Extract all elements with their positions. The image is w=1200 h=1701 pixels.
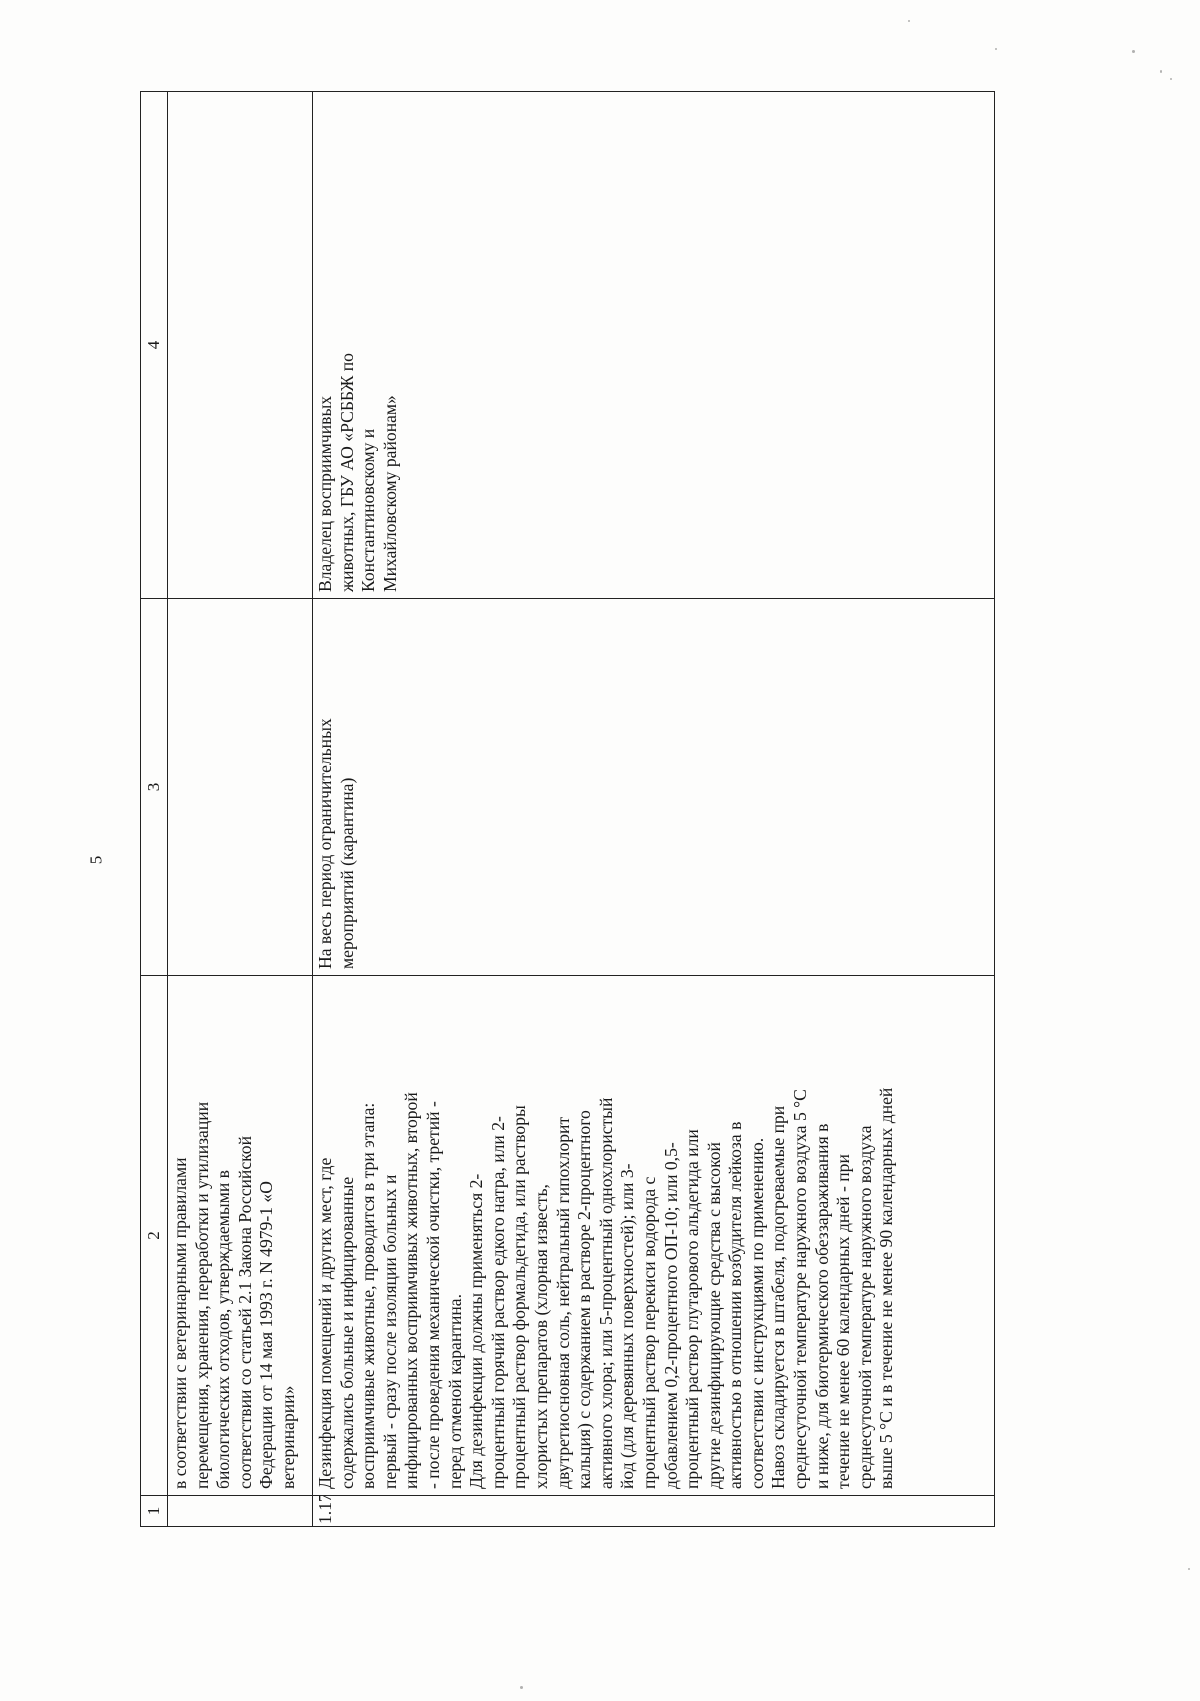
scan-speck <box>1188 1568 1190 1570</box>
measure-line: другие дезинфицирующие средства с высокой <box>703 1142 724 1489</box>
measure-line: йод (для деревянных поверхностей); или 3- <box>617 1163 638 1489</box>
measure-line: инфицированных восприимчивых животных, второй <box>401 1092 422 1489</box>
measure-line: ветеринарии» <box>277 1385 298 1489</box>
header-col-4: 4 <box>141 92 168 599</box>
term-cell <box>168 599 313 976</box>
header-col-3: 3 <box>141 599 168 976</box>
scan-speck <box>995 48 997 50</box>
responsible-line: Владелец восприимчивых <box>315 395 335 592</box>
scan-speck <box>1170 78 1172 80</box>
page-number: 5 <box>86 855 106 865</box>
scan-speck <box>1160 70 1162 73</box>
scan-speck <box>1132 50 1135 53</box>
measure-line: перемещения, хранения, переработки и утилизации <box>191 1101 212 1489</box>
measure-line: соответствии со статьей 2.1 Закона Российской <box>234 1135 255 1489</box>
measure-line: хлористых препаратов (хлорная известь, <box>530 1184 551 1489</box>
measure-line: процентный раствор глутарового альдегида или <box>682 1129 703 1489</box>
measure-line: выше 5 °С и в течение не менее 90 календарных дней <box>876 1087 897 1489</box>
measure-line: среднесуточной температуре наружного воздуха <box>854 1125 875 1489</box>
table-header-row <box>141 92 168 1527</box>
measure-line: двутретиосновная соль, нейтральный гипохлорит <box>552 1116 573 1489</box>
term-line: мероприятий (карантина) <box>336 777 357 969</box>
responsible-cell <box>313 92 995 599</box>
header-col-2: 2 <box>141 976 168 1496</box>
measure-line: - после проведения механической очистки, третий - <box>422 1101 443 1489</box>
measure-line: в соответствии с ветеринарными правилами <box>170 1157 190 1489</box>
scan-speck <box>908 20 910 22</box>
responsible-line: Константиновскому и <box>358 428 379 592</box>
measure-line: активного хлора; или 5-процентный однохлористый <box>595 1097 616 1489</box>
measure-line: среднесуточной температуре наружного воздуха 5 °С <box>790 1089 811 1489</box>
measure-line: добавлением 0,2-процентного ОП-10; или 0,5- <box>660 1142 681 1489</box>
measure-line: соответствии с инструкциями по применению. <box>746 1137 767 1489</box>
rotated-document <box>140 92 995 1527</box>
row-number <box>168 1496 313 1527</box>
term-line: На весь период ограничительных <box>315 718 335 969</box>
measure-cell <box>168 976 313 1496</box>
term-cell <box>313 599 995 976</box>
measure-line: процентный раствор формальдегида, или растворы <box>509 1105 530 1489</box>
header-col-1: 1 <box>141 1496 168 1527</box>
measures-table <box>140 91 995 1527</box>
measure-line: и ниже, для биотермического обеззараживания в <box>811 1123 832 1489</box>
measure-line: первый - сразу после изоляции больных и <box>379 1174 400 1489</box>
measure-line: Дезинфекция помещений и других мест, где <box>315 1157 335 1489</box>
measure-line: Для дезинфекции должны применяться 2- <box>466 1173 487 1489</box>
measure-line: активностью в отношении возбудителя лейкоза в <box>725 1121 746 1489</box>
table-row-1-17 <box>313 92 995 1527</box>
responsible-cell <box>168 92 313 599</box>
measure-line: Навоз складируется в штабеля, подогреваемые при <box>768 1105 789 1489</box>
measure-line: течение не менее 60 календарных дней - при <box>833 1154 854 1489</box>
measure-line: Федерации от 14 мая 1993 г. N 4979-1 «О <box>256 1181 277 1489</box>
measure-line: восприимчивые животные, проводится в три этапа: <box>358 1102 379 1489</box>
responsible-line: животных, ГБУ АО «РСББЖ по <box>336 353 357 592</box>
responsible-line: Михайловскому районам» <box>379 395 400 592</box>
table-row-continuation <box>168 92 313 1527</box>
measure-line: кальция) с содержанием в растворе 2-процентного <box>574 1110 595 1489</box>
scan-speck <box>520 1686 523 1689</box>
measure-line: содержались больные и инфицированные <box>336 1176 357 1489</box>
measure-line: биологических отходов, утверждаемыми в <box>213 1170 234 1489</box>
measure-line: процентный горячий раствор едкого натра, или 2- <box>487 1116 508 1489</box>
measure-cell <box>313 976 995 1496</box>
measure-line: процентный раствор перекиси водорода с <box>638 1176 659 1489</box>
measure-line: перед отменой карантина. <box>444 1293 465 1489</box>
row-number: 1.17. <box>313 1496 995 1527</box>
